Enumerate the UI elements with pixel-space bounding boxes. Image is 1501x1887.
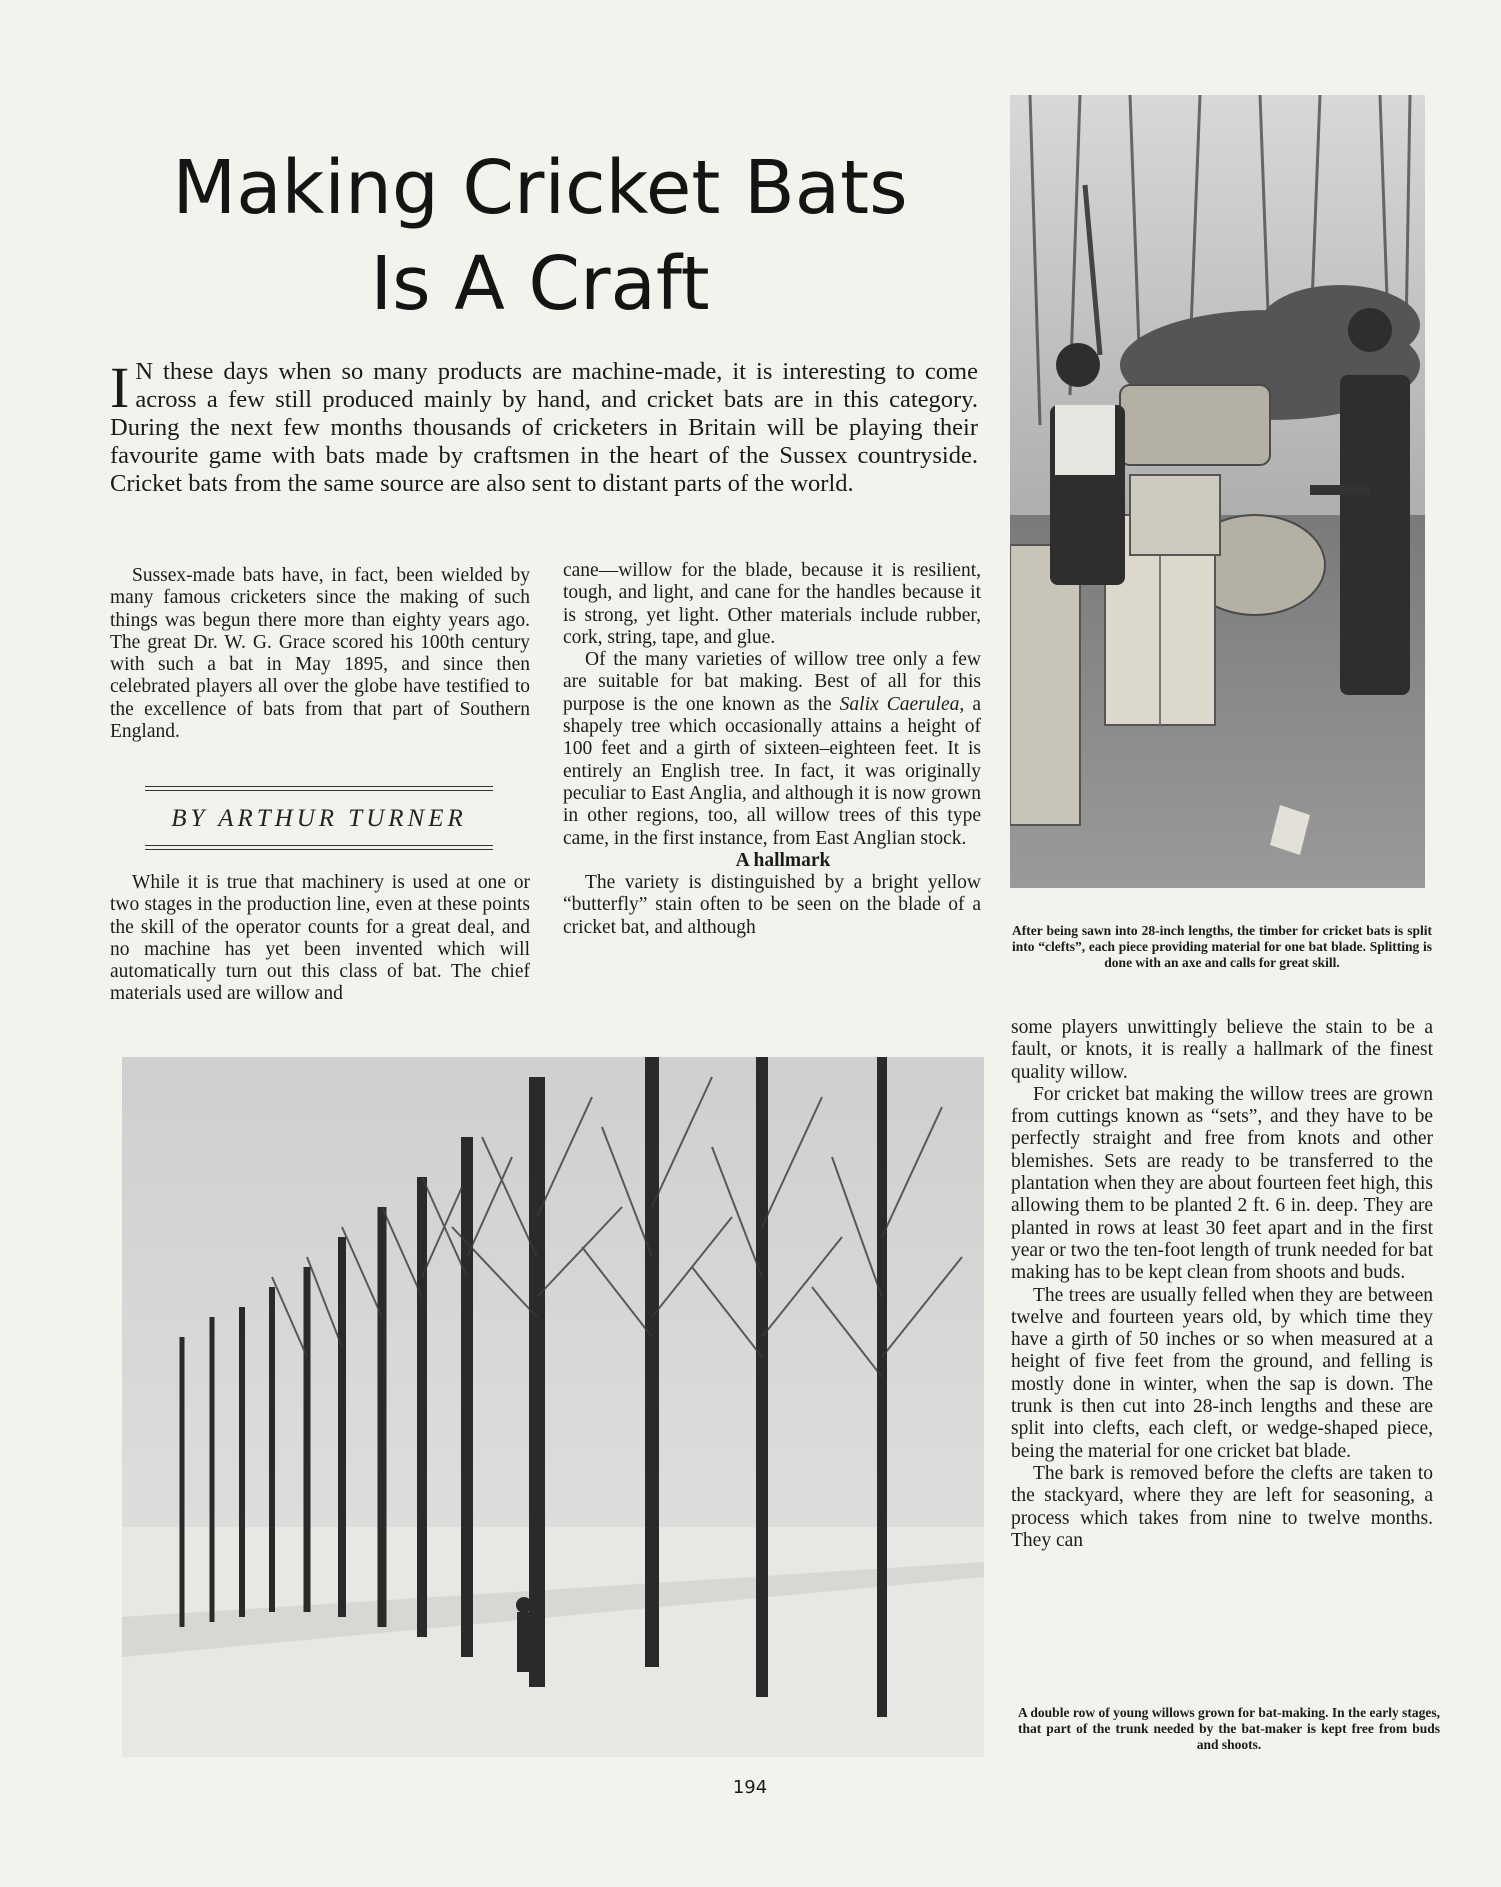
title-line-2: Is A Craft xyxy=(370,241,710,327)
photo-willow-rows xyxy=(122,1057,984,1757)
col3-paragraph-1: some players unwittingly believe the stain to be a fault, or knots, it is really a hallmark of the finest quality willow. xyxy=(1011,1017,1433,1083)
col1-paragraph-1: Sussex-made bats have, in fact, been wielded by many famous cricketers since the making of such things was begun there more than eighty years ago. The great Dr. W. G. Grace scored his 100th century with such a bat in May 1895, and since then celebrated players all over the globe have testified to the excellence of bats from that part of Southern England. xyxy=(110,565,530,743)
col2-paragraph-2 xyxy=(563,649,981,850)
caption-willow-photo: A double row of young willows grown for bat-making. In the early stages, that part of the trunk needed by the bat-maker is kept free from buds and shoots. xyxy=(1018,1705,1440,1752)
col2-p2-part-b: , a shapely tree which occasionally attains a height of 100 feet and a girth of sixteen–eighteen feet. It is entirely an English tree. In fact, it was originally peculiar to East Anglia, and although it is now grown in other regions, too, all willow trees of this type came, in the first instance, from East Anglian stock. xyxy=(563,693,982,849)
willow-photo-illustration xyxy=(122,1057,984,1757)
column-1-bottom xyxy=(110,872,530,1006)
intro-paragraph xyxy=(110,355,978,498)
byline-box xyxy=(145,786,493,850)
column-1-top xyxy=(110,565,530,743)
col3-paragraph-4: The bark is removed before the clefts are taken to the stackyard, where they are left for seasoning, a process which takes from nine to twelve months. They can xyxy=(1011,1462,1433,1551)
col3-paragraph-2: For cricket bat making the willow trees are grown from cuttings known as “sets”, and they have to be perfectly straight and free from knots and other blemishes. Sets are ready to be transferred to the plantation when they are about fourteen feet high, this allowing them to be planted 2 ft. 6 in. deep. They are planted in rows at least 30 feet apart and in the first year or two the ten-foot length of trunk needed for bat making has to be kept clean from shoots and buds. xyxy=(1011,1083,1433,1284)
drop-cap: I xyxy=(110,355,130,420)
intro-text: N these days when so many products are machine-made, it is interesting to come across a few still produced mainly by hand, and cricket bats are in this category. During the next few months thousands of cricketers in Britain will be playing their favourite game with bats made by craftsmen in the heart of the Sussex countryside. Cricket bats from the same source are also sent to distant parts of the world. xyxy=(110,358,978,497)
photo-splitting-clefts xyxy=(1010,95,1425,888)
subhead-hallmark: A hallmark xyxy=(735,849,831,871)
page-number: 194 xyxy=(732,1777,768,1798)
col2-paragraph-3: The variety is distinguished by a bright yellow “butterfly” stain often to be seen on the blade of a cricket bat, and although xyxy=(563,872,981,938)
caption-splitting-photo: After being sawn into 28-inch lengths, the timber for cricket bats is split into “clefts”, each piece providing material for one bat blade. Splitting is done with an axe and calls for great skill. xyxy=(1012,923,1432,970)
byline-rule-bottom xyxy=(145,845,493,850)
byline: BY ARTHUR TURNER xyxy=(171,805,467,832)
col3-paragraph-3: The trees are usually felled when they are between twelve and fourteen years old, by which time they have a girth of 50 inches or so when measured at a height of five feet from the ground, and felling is mostly done in winter, when the sap is down. The trunk is then cut into 28-inch lengths and these are split into clefts, each cleft, or wedge-shaped piece, being the material for one cricket bat blade. xyxy=(1011,1284,1433,1462)
column-3 xyxy=(1011,1017,1433,1552)
col1-paragraph-2: While it is true that machinery is used at one or two stages in the production line, even at these points the skill of the operator counts for a great deal, and no machine has yet been invented which will automatically turn out this class of bat. The chief materials used are willow and xyxy=(110,872,530,1005)
species-name: Salix Caerulea xyxy=(839,693,960,715)
col2-p2-part-a: Of the many varieties of willow tree only a few are suitable for bat making. Best of all for this purpose is the one known as the xyxy=(563,649,981,715)
column-2 xyxy=(563,560,981,939)
splitting-photo-illustration xyxy=(1010,95,1425,888)
article-title xyxy=(110,140,970,332)
col2-paragraph-1: cane—willow for the blade, because it is resilient, tough, and light, and cane for the handles because it is strong, yet light. Other materials include rubber, cork, string, tape, and glue. xyxy=(563,560,981,648)
title-line-1: Making Cricket Bats xyxy=(172,145,908,231)
